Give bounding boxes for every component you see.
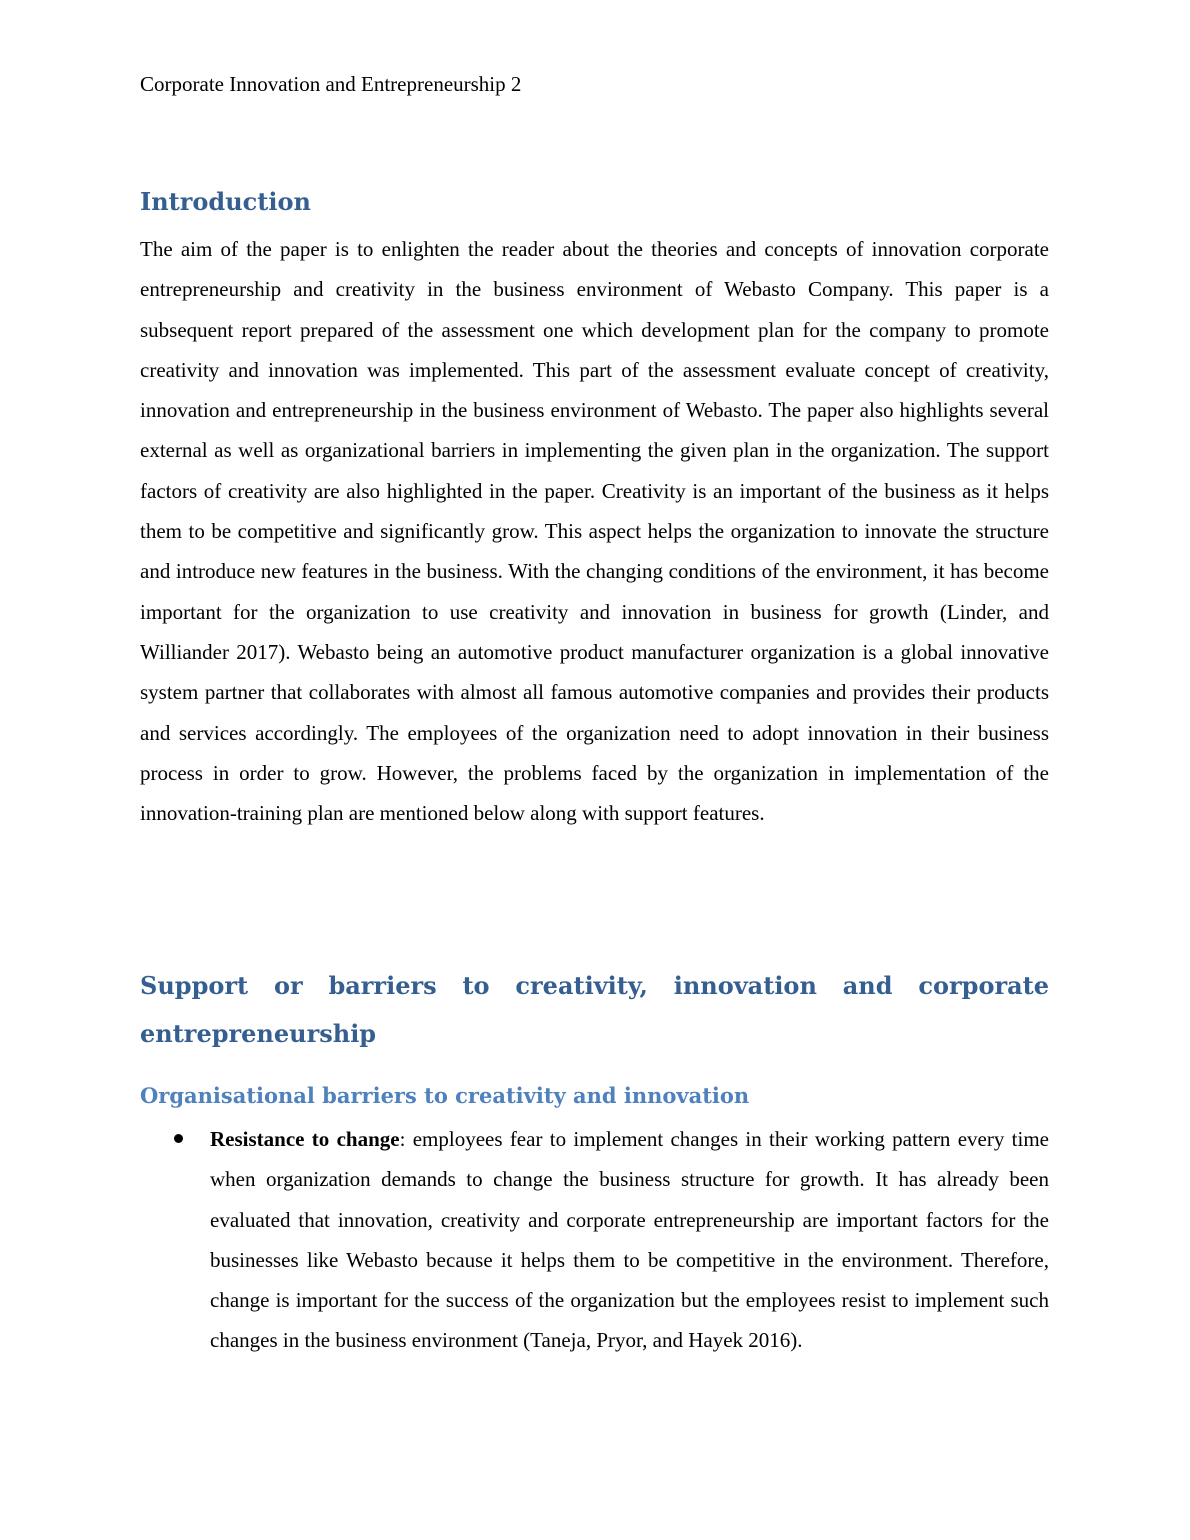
bullet-point-icon [174,1134,183,1143]
bullet-text [210,1119,1049,1361]
introduction-paragraph: The aim of the paper is to enlighten the reader about the theories and concepts of innovation corporate entrepreneurship and creativity in the business environment of Webasto Company. This paper is a subsequent report prepared of the assessment one which development plan for the company to promote creativity and innovation was implemented. This part of the assessment evaluate concept of creativity, innovation and entrepreneurship in the business environment of Webasto. The paper also highlights several external as well as organizational barriers in implementing the given plan in the organization. The support factors of creativity are also highlighted in the paper. Creativity is an important of the business as it helps them to be competitive and significantly grow. This aspect helps the organization to innovate the structure and introduce new features in the business. With the changing conditions of the environment, it has become important for the organization to use creativity and innovation in business for growth (Linder, and Williander 2017). Webasto being an automotive product manufacturer organization is a global innovative system partner that collaborates with almost all famous automotive companies and provides their products and services accordingly. The employees of the organization need to adopt innovation in their business process in order to grow. However, the problems faced by the organization in implementation of the innovation-training plan are mentioned below along with support features. [140,237,1049,826]
bullet-description: : employees fear to implement changes in their working pattern every time when organization demands to change the business structure for growth. It has already been evaluated that innovation, creativity and corporate entrepreneurship are important factors for the businesses like Webasto because it helps them to be competitive in the environment. Therefore, change is important for the success of the organization but the employees resist to implement such changes in the business environment (Taneja, Pryor, and Hayek 2016). [210,1127,1049,1353]
support-barriers-heading: Support or barriers to creativity, innovation and corporate entrepreneurship [140,971,1049,1048]
bullet-term: Resistance to change [210,1127,400,1151]
running-header: Corporate Innovation and Entrepreneurship 2 [140,72,522,96]
organisational-barriers-subheading: Organisational barriers to creativity and innovation [140,1083,750,1108]
introduction-heading: Introduction [140,187,311,216]
